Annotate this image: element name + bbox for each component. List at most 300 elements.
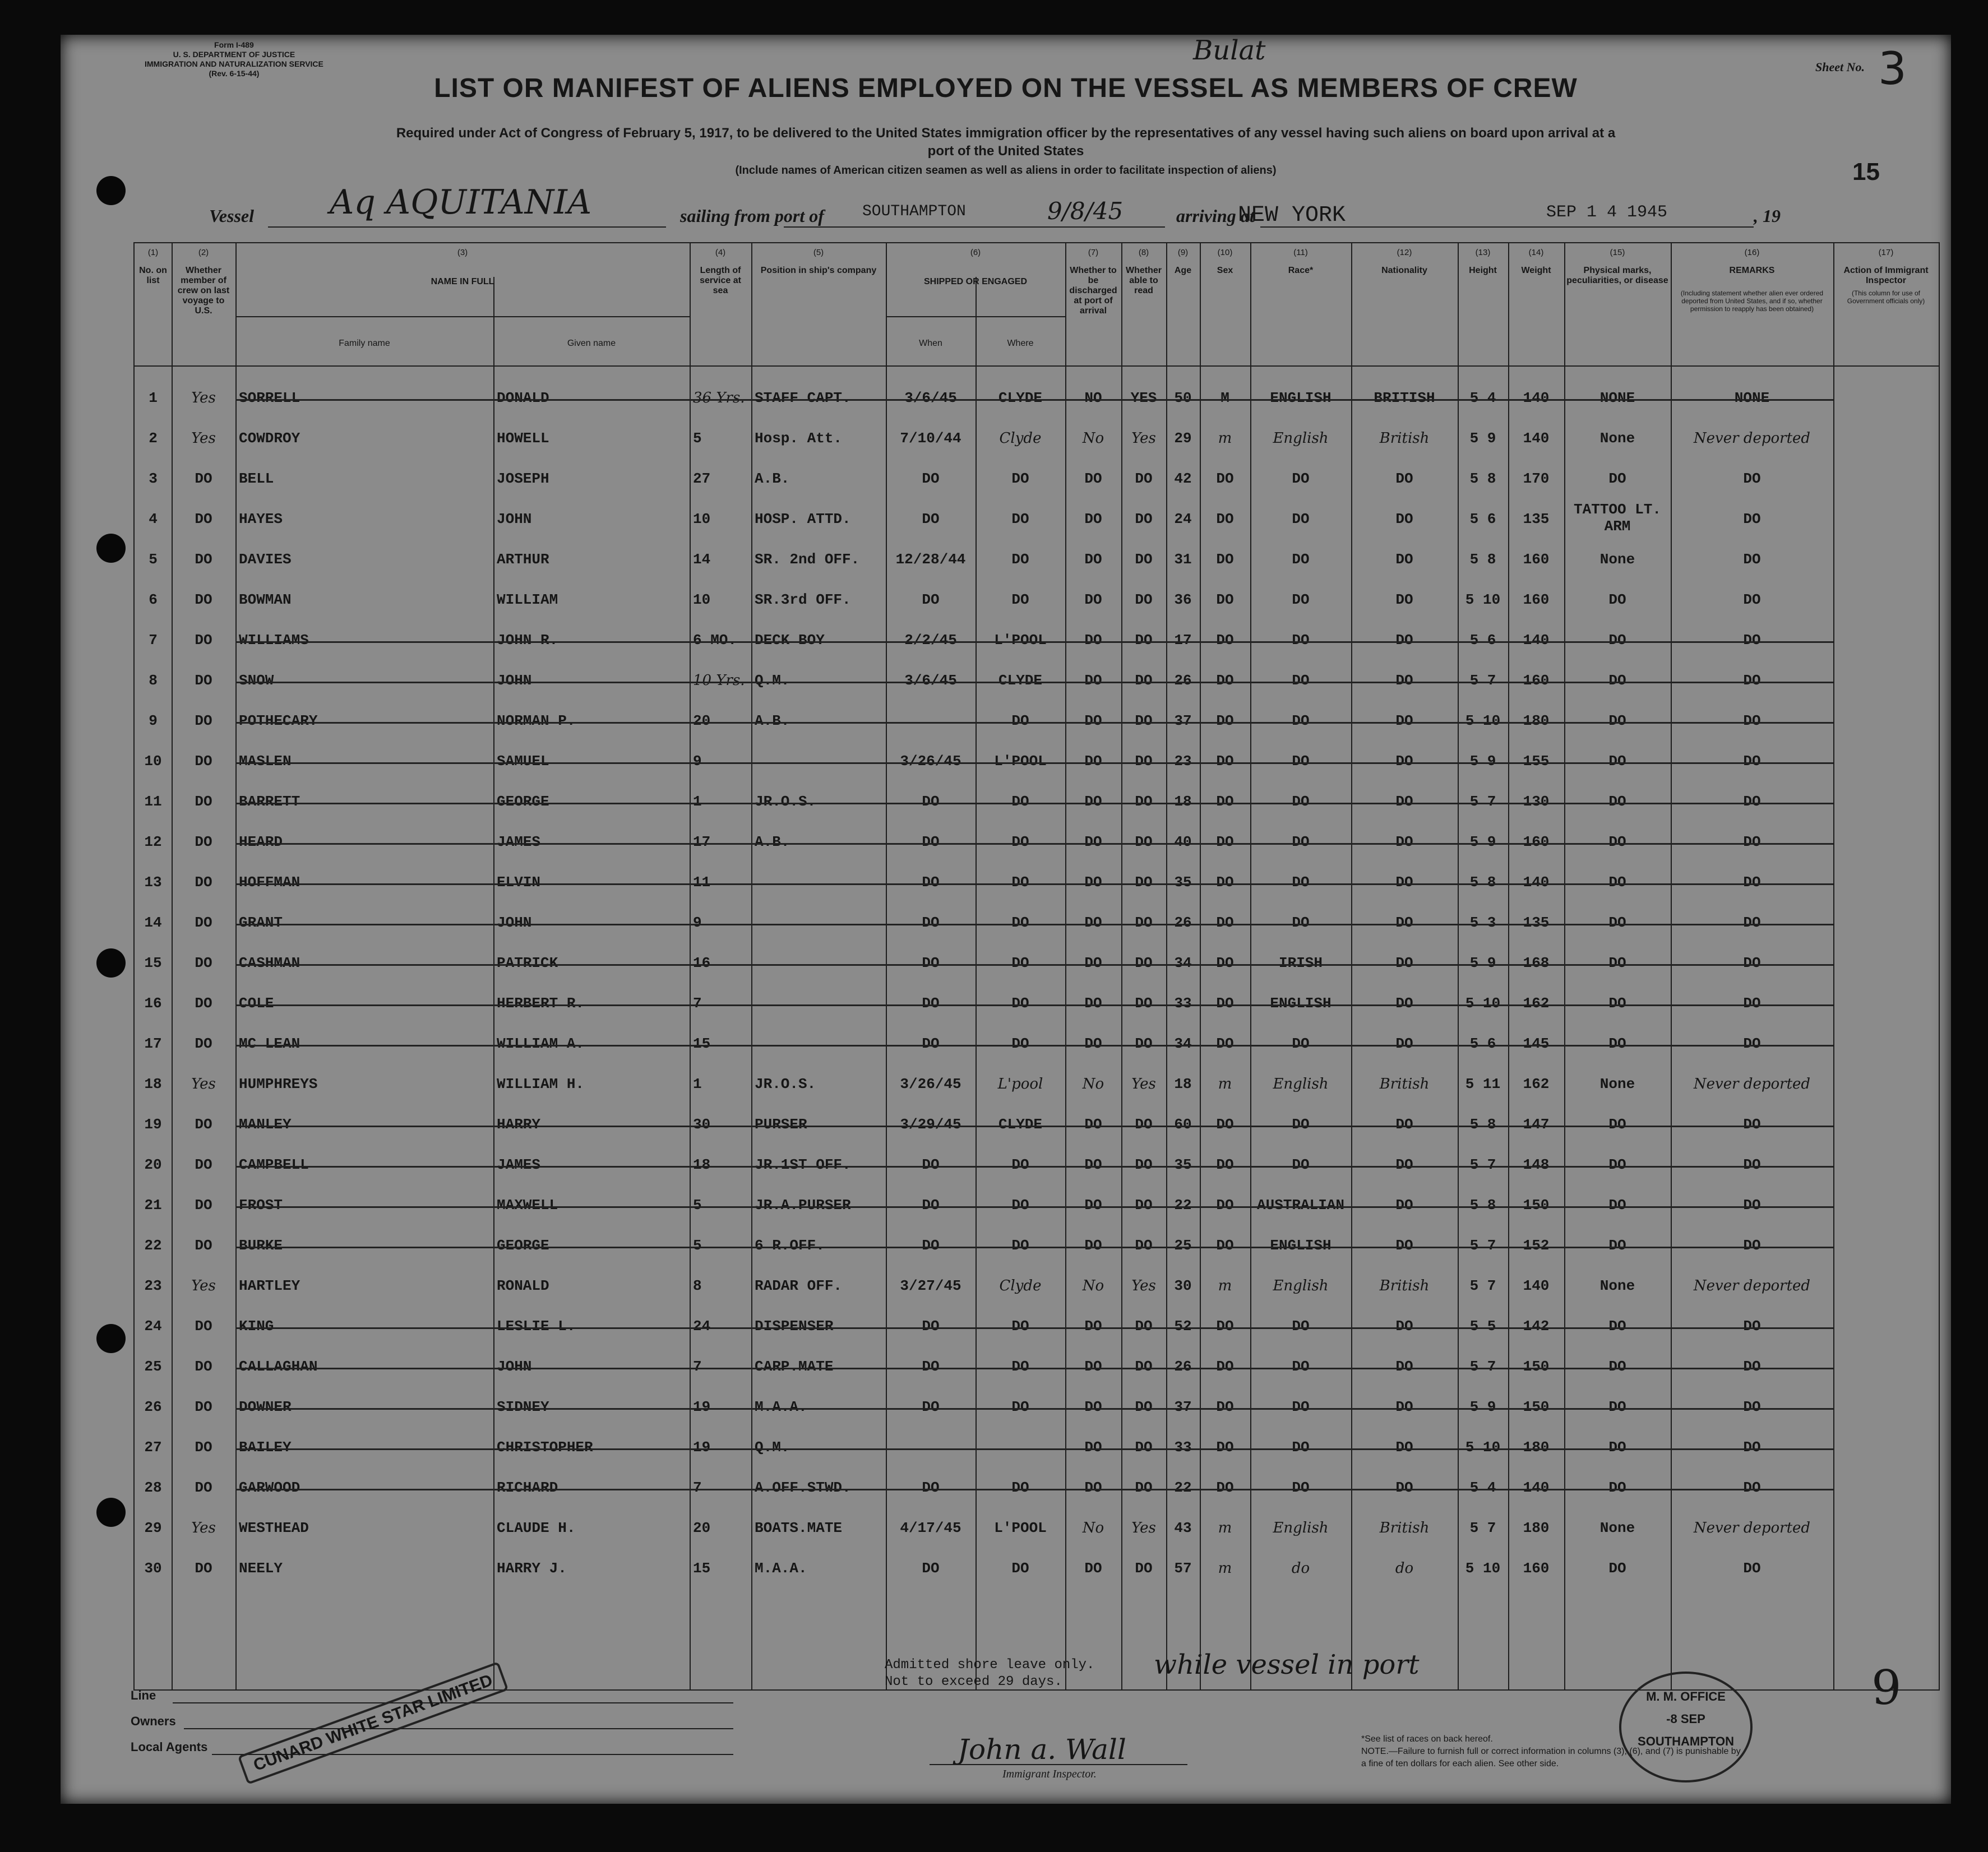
position: A.B.: [755, 470, 790, 487]
nationality: DO: [1395, 1197, 1413, 1214]
row-number: 4: [149, 511, 158, 527]
company-stamp: CUNARD WHITE STAR LIMITED: [238, 1661, 509, 1785]
sex: DO: [1216, 672, 1234, 689]
row-number: 24: [144, 1318, 162, 1335]
weight: 162: [1523, 995, 1550, 1012]
crew-last-voyage: DO: [195, 834, 212, 850]
vessel-underline: [268, 226, 666, 228]
shipped-where: DO: [1011, 793, 1029, 810]
crew-row: [135, 459, 1939, 499]
shipped-when: 3/6/45: [904, 672, 957, 689]
nationality: DO: [1395, 995, 1413, 1012]
crew-row: [135, 1145, 1939, 1185]
crew-last-voyage: DO: [195, 1237, 212, 1254]
strike-line: [235, 843, 1833, 845]
form-service: IMMIGRATION AND NATURALIZATION SERVICE: [145, 59, 323, 68]
physical-marks: DO: [1608, 1197, 1626, 1214]
given-name: SIDNEY: [497, 1399, 549, 1415]
service-length: 16: [693, 955, 711, 971]
shipped-where: DO: [1011, 1479, 1029, 1496]
sex: DO: [1216, 1358, 1234, 1375]
family-name: SORRELL: [239, 390, 300, 406]
column-header: REMARKS: [1729, 266, 1775, 275]
nationality: DO: [1395, 551, 1413, 568]
crew-row: [135, 822, 1939, 862]
shipped-where: DO: [1011, 1560, 1029, 1577]
crew-row: [135, 983, 1939, 1024]
shipped-when: DO: [922, 1237, 940, 1254]
crew-row: [135, 1508, 1939, 1548]
row-number: 5: [149, 551, 158, 568]
nationality: DO: [1395, 672, 1413, 689]
port-label: sailing from port of: [680, 206, 824, 226]
race: English: [1273, 1076, 1329, 1092]
age: 30: [1174, 1277, 1192, 1294]
service-length: 7: [693, 1479, 702, 1496]
physical-marks: DO: [1608, 1156, 1626, 1173]
shipped-where: Clyde: [999, 430, 1042, 447]
row-number: 9: [149, 712, 158, 729]
discharged: DO: [1084, 995, 1102, 1012]
service-length: 7: [693, 995, 702, 1012]
height: 5 7: [1469, 1237, 1496, 1254]
age: 42: [1174, 470, 1192, 487]
height: 5 9: [1469, 753, 1496, 770]
crew-row: [135, 862, 1939, 902]
strike-line: [235, 924, 1833, 925]
crew-row: [135, 499, 1939, 539]
service-length: 9: [693, 753, 702, 770]
able-to-read: DO: [1135, 712, 1153, 729]
weight: 147: [1523, 1116, 1550, 1133]
position: 6 R.OFF.: [755, 1237, 825, 1254]
shipped-where: DO: [1011, 712, 1029, 729]
crew-last-voyage: DO: [195, 1479, 212, 1496]
crew-row: [135, 1185, 1939, 1225]
race: DO: [1292, 632, 1310, 649]
row-number: 20: [144, 1156, 162, 1173]
nationality: British: [1379, 430, 1430, 447]
family-name: BARRETT: [239, 793, 300, 810]
remarks: DO: [1743, 672, 1761, 689]
remarks: DO: [1743, 955, 1761, 971]
sex: DO: [1216, 1399, 1234, 1415]
crew-last-voyage: DO: [195, 955, 212, 971]
shipped-where: CLYDE: [998, 1116, 1042, 1133]
given-name: JAMES: [497, 1156, 541, 1173]
height: 5 7: [1469, 1520, 1496, 1536]
remarks: DO: [1743, 1197, 1761, 1214]
discharged: DO: [1084, 551, 1102, 568]
crew-row: [135, 660, 1939, 701]
nationality: BRITISH: [1374, 390, 1435, 406]
column-header: Physical marks, peculiarities, or disease: [1566, 266, 1668, 285]
family-name: WILLIAMS: [239, 632, 309, 649]
column-header: Position in ship's company: [760, 266, 877, 275]
discharged: DO: [1084, 712, 1102, 729]
height: 5 3: [1469, 914, 1496, 931]
port-value: SOUTHAMPTON: [862, 203, 966, 220]
column-number: (1): [147, 248, 159, 257]
family-name: CASHMAN: [239, 955, 300, 971]
able-to-read: DO: [1135, 834, 1153, 850]
able-to-read: Yes: [1131, 430, 1156, 447]
page-number: 15: [1852, 158, 1880, 186]
strike-line: [235, 1166, 1833, 1168]
crew-last-voyage: DO: [195, 914, 212, 931]
owners-underline: [184, 1728, 733, 1729]
row-number: 22: [144, 1237, 162, 1254]
remarks: DO: [1743, 1318, 1761, 1335]
height: 5 8: [1469, 470, 1496, 487]
race: English: [1273, 1520, 1329, 1536]
crew-last-voyage: DO: [195, 1439, 212, 1456]
sex: DO: [1216, 551, 1234, 568]
family-name: DOWNER: [239, 1399, 292, 1415]
nationality: British: [1379, 1520, 1430, 1536]
row-number: 19: [144, 1116, 162, 1133]
subtitle-line-1: Required under Act of Congress of February 5, 1917, to be delivered to the United States immigration officer by the representatives of any vessel having such aliens on board upon arrival at a: [396, 126, 1616, 141]
column-header: NAME IN FULL: [431, 277, 494, 286]
physical-marks: DO: [1608, 834, 1626, 850]
discharged: DO: [1084, 470, 1102, 487]
age: 35: [1174, 874, 1192, 891]
shipped-where: L'POOL: [994, 1520, 1047, 1536]
column-header: Sex: [1217, 266, 1233, 275]
height: 5 6: [1469, 632, 1496, 649]
shipped-where: DO: [1011, 1156, 1029, 1173]
port-underline: [784, 226, 1165, 228]
race: DO: [1292, 1318, 1310, 1335]
sheet-label: Sheet No.: [1815, 60, 1865, 74]
family-name: KING: [239, 1318, 274, 1335]
service-length: 5: [693, 430, 702, 447]
signature-underline: [930, 1764, 1187, 1765]
discharged: No: [1082, 1076, 1104, 1092]
remarks: DO: [1743, 1560, 1761, 1577]
remarks: DO: [1743, 1358, 1761, 1375]
nationality: DO: [1395, 874, 1413, 891]
strike-line: [235, 1448, 1833, 1450]
column-header: Weight: [1521, 266, 1551, 275]
column-number: (15): [1610, 248, 1625, 257]
discharged: DO: [1084, 1156, 1102, 1173]
row-number: 10: [144, 753, 162, 770]
nationality: DO: [1395, 591, 1413, 608]
column-number: (14): [1528, 248, 1544, 257]
position: A.OFF.STWD.: [755, 1479, 851, 1496]
form-department: U. S. DEPARTMENT OF JUSTICE: [173, 50, 295, 59]
nationality: DO: [1395, 1237, 1413, 1254]
line-label: Line: [131, 1688, 156, 1702]
physical-marks: None: [1599, 1076, 1635, 1092]
given-name: HARRY J.: [497, 1560, 567, 1577]
row-number: 1: [149, 390, 158, 406]
column-number: (4): [715, 248, 726, 257]
inspector-label: Immigrant Inspector.: [1002, 1768, 1097, 1780]
race: DO: [1292, 1439, 1310, 1456]
service-length: 5: [693, 1197, 702, 1214]
family-name: HUMPHREYS: [239, 1076, 318, 1092]
discharged: DO: [1084, 753, 1102, 770]
sex: DO: [1216, 793, 1234, 810]
discharged: No: [1082, 1277, 1104, 1294]
strike-line: [235, 1206, 1833, 1208]
crew-last-voyage: DO: [195, 1399, 212, 1415]
crew-row: [135, 1266, 1939, 1306]
nationality: DO: [1395, 1358, 1413, 1375]
height: 5 7: [1469, 672, 1496, 689]
row-number: 29: [144, 1520, 162, 1536]
discharged: DO: [1084, 1560, 1102, 1577]
footnote-penalty: NOTE.—Failure to furnish full or correct information in columns (3), (6), and (7) is punishable by a fine of ten dollars for each alien. See other side.: [1361, 1747, 1741, 1768]
crew-row: [135, 378, 1939, 418]
shipped-when: DO: [922, 591, 940, 608]
shipped-when: DO: [922, 511, 940, 527]
given-name: WILLIAM A.: [497, 1035, 585, 1052]
sex: DO: [1216, 511, 1234, 527]
shipped-where: DO: [1011, 1358, 1029, 1375]
shipped-when: DO: [922, 874, 940, 891]
row-number: 3: [149, 470, 158, 487]
shipped-where: DO: [1011, 834, 1029, 850]
sex: DO: [1216, 632, 1234, 649]
weight: 180: [1523, 1520, 1550, 1536]
shipped-when: DO: [922, 470, 940, 487]
crew-row: [135, 1104, 1939, 1145]
shipped-when: 7/10/44: [900, 430, 961, 447]
height: 5 4: [1469, 390, 1496, 406]
height: 5 10: [1465, 995, 1501, 1012]
able-to-read: DO: [1135, 1560, 1153, 1577]
shipped-where: DO: [1011, 1035, 1029, 1052]
row-number: 18: [144, 1076, 162, 1092]
column-number: (16): [1744, 248, 1760, 257]
race: DO: [1292, 551, 1310, 568]
physical-marks: DO: [1608, 874, 1626, 891]
service-length: 9: [693, 914, 702, 931]
discharged: NO: [1084, 390, 1102, 406]
weight: 140: [1523, 874, 1550, 891]
nationality: DO: [1395, 1479, 1413, 1496]
strike-line: [235, 1126, 1833, 1127]
crew-last-voyage: DO: [195, 1156, 212, 1173]
crew-row: [135, 1548, 1939, 1589]
physical-marks: TATTOO LT. ARM: [1573, 501, 1662, 535]
able-to-read: DO: [1135, 1479, 1153, 1496]
given-name: HERBERT R.: [497, 995, 585, 1012]
sex: DO: [1216, 591, 1234, 608]
crew-row: [135, 1427, 1939, 1467]
given-name: PATRICK: [497, 955, 558, 971]
position: Q.M.: [755, 672, 790, 689]
shipped-when: DO: [922, 1399, 940, 1415]
handwritten-port-note: while vessel in port: [1154, 1649, 1420, 1680]
crew-row: [135, 539, 1939, 580]
subheader-family: Family name: [339, 339, 390, 348]
shipped-where: DO: [1011, 511, 1029, 527]
crew-last-voyage: DO: [195, 1318, 212, 1335]
race: DO: [1292, 591, 1310, 608]
discharged: DO: [1084, 1399, 1102, 1415]
service-length: 10: [693, 511, 711, 527]
age: 22: [1174, 1479, 1192, 1496]
form-number: Form I-489: [214, 40, 254, 49]
physical-marks: DO: [1608, 1439, 1626, 1456]
age: 24: [1174, 511, 1192, 527]
crew-row: [135, 1467, 1939, 1508]
age: 33: [1174, 1439, 1192, 1456]
crew-last-voyage: DO: [195, 995, 212, 1012]
physical-marks: DO: [1608, 753, 1626, 770]
age: 50: [1174, 390, 1192, 406]
column-number: (5): [813, 248, 824, 257]
shipped-when: DO: [922, 995, 940, 1012]
column-number: (9): [1177, 248, 1189, 257]
sex: DO: [1216, 1479, 1234, 1496]
family-name: GARWOOD: [239, 1479, 300, 1496]
remarks: Never deported: [1693, 430, 1811, 447]
remarks: DO: [1743, 753, 1761, 770]
race: DO: [1292, 1116, 1310, 1133]
nationality: DO: [1395, 793, 1413, 810]
shipped-where: L'POOL: [994, 632, 1047, 649]
family-name: COWDROY: [239, 430, 300, 447]
service-length: 6 MO.: [693, 632, 737, 649]
strike-line: [235, 399, 1833, 401]
sail-date: 9/8/45: [1047, 197, 1124, 225]
weight: 140: [1523, 632, 1550, 649]
age: 23: [1174, 753, 1192, 770]
column-number: (7): [1088, 248, 1099, 257]
sex: DO: [1216, 712, 1234, 729]
column-header: Action of Immigrant Inspector: [1843, 266, 1929, 285]
column-header: Whether able to read: [1126, 266, 1162, 295]
service-length: 1: [693, 793, 702, 810]
discharged: No: [1082, 430, 1104, 447]
age: 34: [1174, 1035, 1192, 1052]
family-name: CAMPBELL: [239, 1156, 309, 1173]
height: 5 7: [1469, 1277, 1496, 1294]
able-to-read: DO: [1135, 1197, 1153, 1214]
height: 5 10: [1465, 591, 1501, 608]
physical-marks: DO: [1608, 1358, 1626, 1375]
weight: 160: [1523, 551, 1550, 568]
remarks: DO: [1743, 1399, 1761, 1415]
nationality: do: [1395, 1560, 1414, 1577]
given-name: RICHARD: [497, 1479, 558, 1496]
shipped-when: 12/28/44: [895, 551, 966, 568]
nationality: DO: [1395, 955, 1413, 971]
race: DO: [1292, 511, 1310, 527]
discharged: DO: [1084, 1358, 1102, 1375]
weight: 142: [1523, 1318, 1550, 1335]
nationality: DO: [1395, 1439, 1413, 1456]
remarks: DO: [1743, 632, 1761, 649]
column-number: (6): [970, 248, 981, 257]
given-name: JOHN: [497, 914, 532, 931]
corner-number: 9: [1871, 1660, 1902, 1715]
service-length: 24: [693, 1318, 711, 1335]
service-length: 18: [693, 1156, 711, 1173]
shipped-when: DO: [922, 793, 940, 810]
position: HOSP. ATTD.: [755, 511, 851, 527]
strike-line: [235, 1004, 1833, 1006]
strike-line: [235, 1327, 1833, 1329]
crew-row: [135, 580, 1939, 620]
shipped-when: DO: [922, 1318, 940, 1335]
race: DO: [1292, 753, 1310, 770]
service-length: 19: [693, 1439, 711, 1456]
race: DO: [1292, 470, 1310, 487]
service-length: 20: [693, 712, 711, 729]
vessel-label: Vessel: [209, 206, 254, 226]
height: 5 9: [1469, 430, 1496, 447]
family-name: DAVIES: [239, 551, 292, 568]
sex: m: [1218, 1277, 1232, 1294]
given-name: CHRISTOPHER: [497, 1439, 593, 1456]
race: AUSTRALIAN: [1256, 1197, 1345, 1214]
race: do: [1291, 1560, 1310, 1577]
service-length: 5: [693, 1237, 702, 1254]
shipped-when: 3/29/45: [900, 1116, 961, 1133]
strike-line: [235, 682, 1833, 683]
weight: 180: [1523, 1439, 1550, 1456]
family-name: BOWMAN: [239, 591, 292, 608]
column-number: (3): [457, 248, 468, 257]
remarks-note: (Including statement whether alien ever ordered deported from United States, and if so, whether permission to reapply has been obtained): [1680, 289, 1824, 313]
sex: DO: [1216, 874, 1234, 891]
row-number: 13: [144, 874, 162, 891]
physical-marks: None: [1599, 430, 1635, 447]
able-to-read: DO: [1135, 753, 1153, 770]
column-header: Whether to be discharged at port of arrival: [1069, 266, 1117, 316]
height: 5 8: [1469, 1197, 1496, 1214]
sex: m: [1218, 430, 1232, 447]
service-length: 14: [693, 551, 711, 568]
physical-marks: DO: [1608, 470, 1626, 487]
owners-label: Owners: [131, 1714, 176, 1728]
column-header: Nationality: [1381, 266, 1427, 275]
height: 5 6: [1469, 1035, 1496, 1052]
crew-row: [135, 902, 1939, 943]
stamp-line-1: M. M. OFFICE: [1646, 1689, 1726, 1703]
crew-last-voyage: DO: [195, 753, 212, 770]
column-number: (2): [198, 248, 209, 257]
given-name: ARTHUR: [497, 551, 549, 568]
given-name: HARRY: [497, 1116, 541, 1133]
crew-last-voyage: DO: [195, 632, 212, 649]
family-name: GRANT: [239, 914, 283, 931]
binder-hole: [96, 176, 126, 205]
height: 5 10: [1465, 1560, 1501, 1577]
weight: 170: [1523, 470, 1550, 487]
weight: 140: [1523, 1479, 1550, 1496]
row-number: 2: [149, 430, 158, 447]
weight: 160: [1523, 591, 1550, 608]
given-name: RONALD: [497, 1277, 549, 1294]
crew-row: [135, 1064, 1939, 1104]
shipped-when: 2/2/45: [904, 632, 957, 649]
weight: 135: [1523, 511, 1550, 527]
remarks: DO: [1743, 1439, 1761, 1456]
discharged: DO: [1084, 511, 1102, 527]
crew-last-voyage: DO: [195, 1197, 212, 1214]
subtitle-line-2: port of the United States: [927, 143, 1084, 159]
strike-line: [235, 641, 1833, 643]
height: 5 10: [1465, 1439, 1501, 1456]
nationality: DO: [1395, 1116, 1413, 1133]
